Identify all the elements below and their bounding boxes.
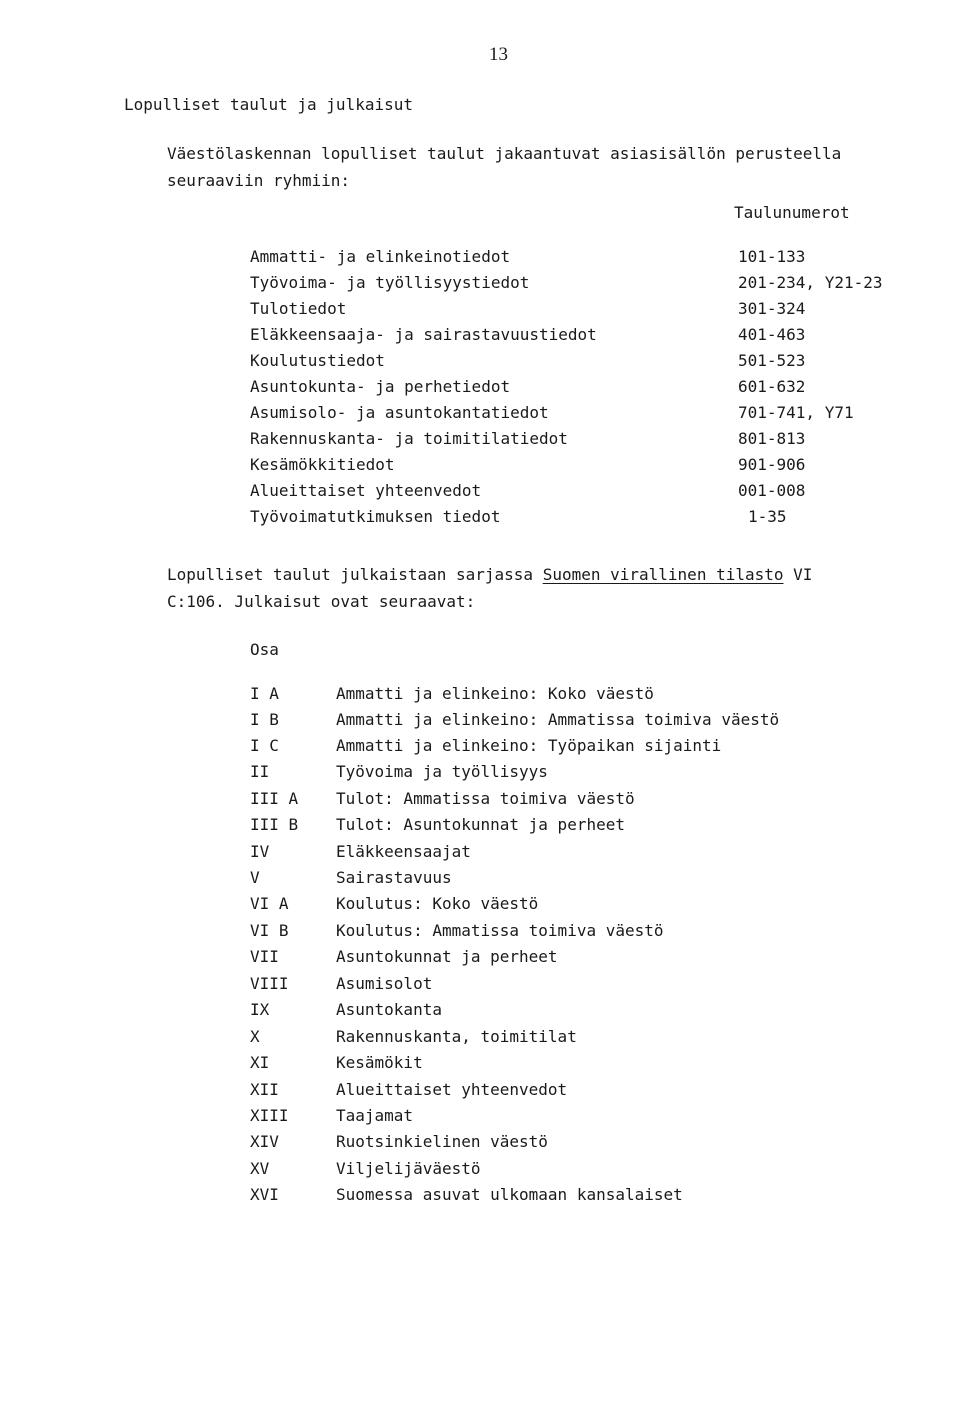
part-title: Alueittaiset yhteenvedot <box>336 1080 568 1099</box>
part-code: XI <box>250 1053 270 1072</box>
section-heading: Lopulliset taulut ja julkaisut <box>124 95 413 114</box>
part-code: V <box>250 868 260 887</box>
part-code: XV <box>250 1159 270 1178</box>
list-item <box>250 894 870 920</box>
list-item <box>250 299 930 325</box>
page-number: 13 <box>489 44 508 65</box>
list-item <box>250 1000 870 1026</box>
part-code: IX <box>250 1000 270 1019</box>
publication-paragraph <box>167 561 867 615</box>
group-table-numbers: 501-523 <box>738 351 806 370</box>
list-item <box>250 247 930 273</box>
part-title: Sairastavuus <box>336 868 452 887</box>
part-title: Ruotsinkielinen väestö <box>336 1132 548 1151</box>
list-item <box>250 1080 870 1106</box>
list-item <box>250 815 870 841</box>
group-table-numbers: 601-632 <box>738 377 806 396</box>
series-title: Suomen virallinen tilasto <box>542 565 784 584</box>
part-code: VII <box>250 947 279 966</box>
list-item <box>250 273 930 299</box>
group-name: Alueittaiset yhteenvedot <box>250 481 482 500</box>
list-item <box>250 325 930 351</box>
list-item <box>250 403 930 429</box>
list-item <box>250 710 870 736</box>
part-title: Rakennuskanta, toimitilat <box>336 1027 577 1046</box>
group-table-numbers: 901-906 <box>738 455 806 474</box>
group-table-numbers: 001-008 <box>738 481 806 500</box>
part-code: X <box>250 1027 260 1046</box>
group-name: Työvoima- ja työllisyystiedot <box>250 273 530 292</box>
group-table-numbers: 1-35 <box>748 507 787 526</box>
list-item <box>250 684 870 710</box>
part-title: Asuntokunnat ja perheet <box>336 947 558 966</box>
group-table-numbers: 401-463 <box>738 325 806 344</box>
list-item <box>250 974 870 1000</box>
group-name: Rakennuskanta- ja toimitilatiedot <box>250 429 568 448</box>
group-name: Ammatti- ja elinkeinotiedot <box>250 247 511 266</box>
list-item <box>250 507 930 533</box>
group-table-numbers: 301-324 <box>738 299 806 318</box>
part-title: Tulot: Ammatissa toimiva väestö <box>336 789 635 808</box>
list-item <box>250 1132 870 1158</box>
list-item <box>250 429 930 455</box>
part-code: VI B <box>250 921 289 940</box>
list-item <box>250 947 870 973</box>
part-title: Asumisolot <box>336 974 433 993</box>
group-name: Kesämökkitiedot <box>250 455 395 474</box>
part-title: Suomessa asuvat ulkomaan kansalaiset <box>336 1185 683 1204</box>
part-title: Kesämökit <box>336 1053 423 1072</box>
part-code: I B <box>250 710 279 729</box>
publication-suffix: VI C:106. Julkaisut ovat seuraavat: <box>167 565 813 611</box>
group-name: Työvoimatutkimuksen tiedot <box>250 507 501 526</box>
group-table-numbers: 201-234, Y21-23 <box>738 273 883 292</box>
list-item <box>250 1185 870 1211</box>
part-code: III B <box>250 815 299 834</box>
list-item <box>250 455 930 481</box>
part-title: Työvoima ja työllisyys <box>336 762 548 781</box>
part-title: Viljelijäväestö <box>336 1159 481 1178</box>
intro-paragraph: Väestölaskennan lopulliset taulut jakaantuvat asiasisällön perusteella seuraaviin ryhmiin: <box>167 144 842 190</box>
part-title: Ammatti ja elinkeino: Koko väestö <box>336 684 654 703</box>
list-item <box>250 351 930 377</box>
group-table-numbers: 101-133 <box>738 247 806 266</box>
list-item <box>250 842 870 868</box>
list-item <box>250 377 930 403</box>
list-item <box>250 921 870 947</box>
list-item <box>250 481 930 507</box>
group-name: Asumisolo- ja asuntokantatiedot <box>250 403 549 422</box>
part-code: XIII <box>250 1106 289 1125</box>
part-code: I C <box>250 736 279 755</box>
part-title: Taajamat <box>336 1106 414 1125</box>
part-code: III A <box>250 789 299 808</box>
part-title: Ammatti ja elinkeino: Työpaikan sijainti <box>336 736 722 755</box>
group-name: Koulutustiedot <box>250 351 385 370</box>
part-code: VIII <box>250 974 289 993</box>
group-table-numbers: 801-813 <box>738 429 806 448</box>
part-code: XVI <box>250 1185 279 1204</box>
list-item <box>250 1027 870 1053</box>
group-name: Tulotiedot <box>250 299 347 318</box>
publication-prefix: Lopulliset taulut julkaistaan sarjassa <box>167 565 543 584</box>
list-item <box>250 736 870 762</box>
part-title: Asuntokanta <box>336 1000 442 1019</box>
group-name: Asuntokunta- ja perhetiedot <box>250 377 511 396</box>
part-code: VI A <box>250 894 289 913</box>
list-item <box>250 1053 870 1079</box>
part-title: Tulot: Asuntokunnat ja perheet <box>336 815 625 834</box>
list-item <box>250 1159 870 1185</box>
table-numbers-header: Taulunumerot <box>734 203 850 222</box>
list-item <box>250 762 870 788</box>
part-code: XIV <box>250 1132 279 1151</box>
part-code: IV <box>250 842 270 861</box>
list-item <box>250 789 870 815</box>
part-code: XII <box>250 1080 279 1099</box>
part-title: Eläkkeensaajat <box>336 842 471 861</box>
group-table-numbers: 701-741, Y71 <box>738 403 854 422</box>
part-code: I A <box>250 684 279 703</box>
parts-label: Osa <box>250 640 279 659</box>
group-name: Eläkkeensaaja- ja sairastavuustiedot <box>250 325 597 344</box>
part-title: Ammatti ja elinkeino: Ammatissa toimiva väestö <box>336 710 780 729</box>
part-title: Koulutus: Koko väestö <box>336 894 539 913</box>
part-code: II <box>250 762 270 781</box>
part-title: Koulutus: Ammatissa toimiva väestö <box>336 921 664 940</box>
list-item <box>250 1106 870 1132</box>
list-item <box>250 868 870 894</box>
